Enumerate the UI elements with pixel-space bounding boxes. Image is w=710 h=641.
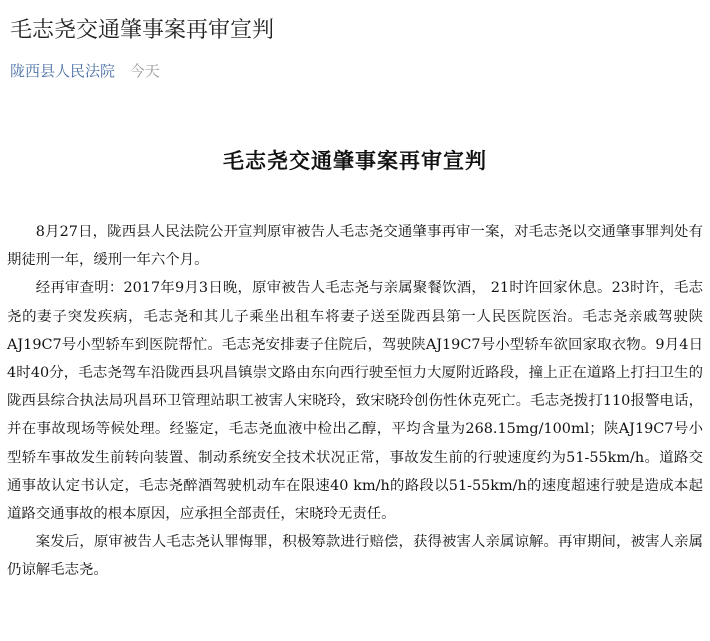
account-name-link[interactable]: 陇西县人民法院	[10, 62, 116, 80]
article-heading: 毛志尧交通肇事案再审宣判	[223, 148, 487, 173]
article-paragraph: 案发后，原审被告人毛志尧认罪悔罪，积极筹款进行赔偿，获得被害人亲属谅解。再审期间，被害人亲属仍谅解毛志尧。	[7, 534, 703, 579]
article-paragraph: 8月27日，陇西县人民法院公开宣判原审被告人毛志尧交通肇事再审一案，对毛志尧以交通肇事罪判处有期徒刑一年，缓刑一年六个月。	[7, 224, 703, 269]
article-body	[7, 218, 703, 585]
article-paragraph: 经再审查明：2017年9月3日晚，原审被告人毛志尧与亲属聚餐饮酒， 21时许回家休息。23时许，毛志尧的妻子突发疾病，毛志尧和其儿子乘坐出租车将妻子送至陇西县第一人民医院医治。毛志尧亲戚驾驶陕AJ19C7号小型轿车到医院帮忙。毛志尧安排妻子住院后，驾驶陕AJ19C7号小型轿车欲回家取衣物。9月4日4时40分，毛志尧驾车沿陇西县巩昌镇崇文路由东向西行驶至恒力大厦附近路段，撞上正在道路上打扫卫生的陇西县综合执法局巩昌环卫管理站职工被害人宋晓玲，致宋晓玲创伤性休克死亡。毛志尧拨打110报警电话，并在事故现场等候处理。经鉴定，毛志尧血液中检出乙醇，平均含量为268.15mg/100ml；陕AJ19C7号小型轿车事故发生前转向装置、制动系统安全技术状况正常，事故发生前的行驶速度约为51-55km/h。道路交通事故认定书认定，毛志尧醉酒驾驶机动车在限速40 km/h的路段以51-55km/h的速度超速行驶是造成本起道路交通事故的根本原因，应承担全部责任，宋晓玲无责任。	[7, 280, 703, 523]
article-meta	[10, 60, 160, 82]
publish-date: 今天	[129, 62, 160, 80]
page-title: 毛志尧交通肇事案再审宣判	[10, 18, 275, 43]
